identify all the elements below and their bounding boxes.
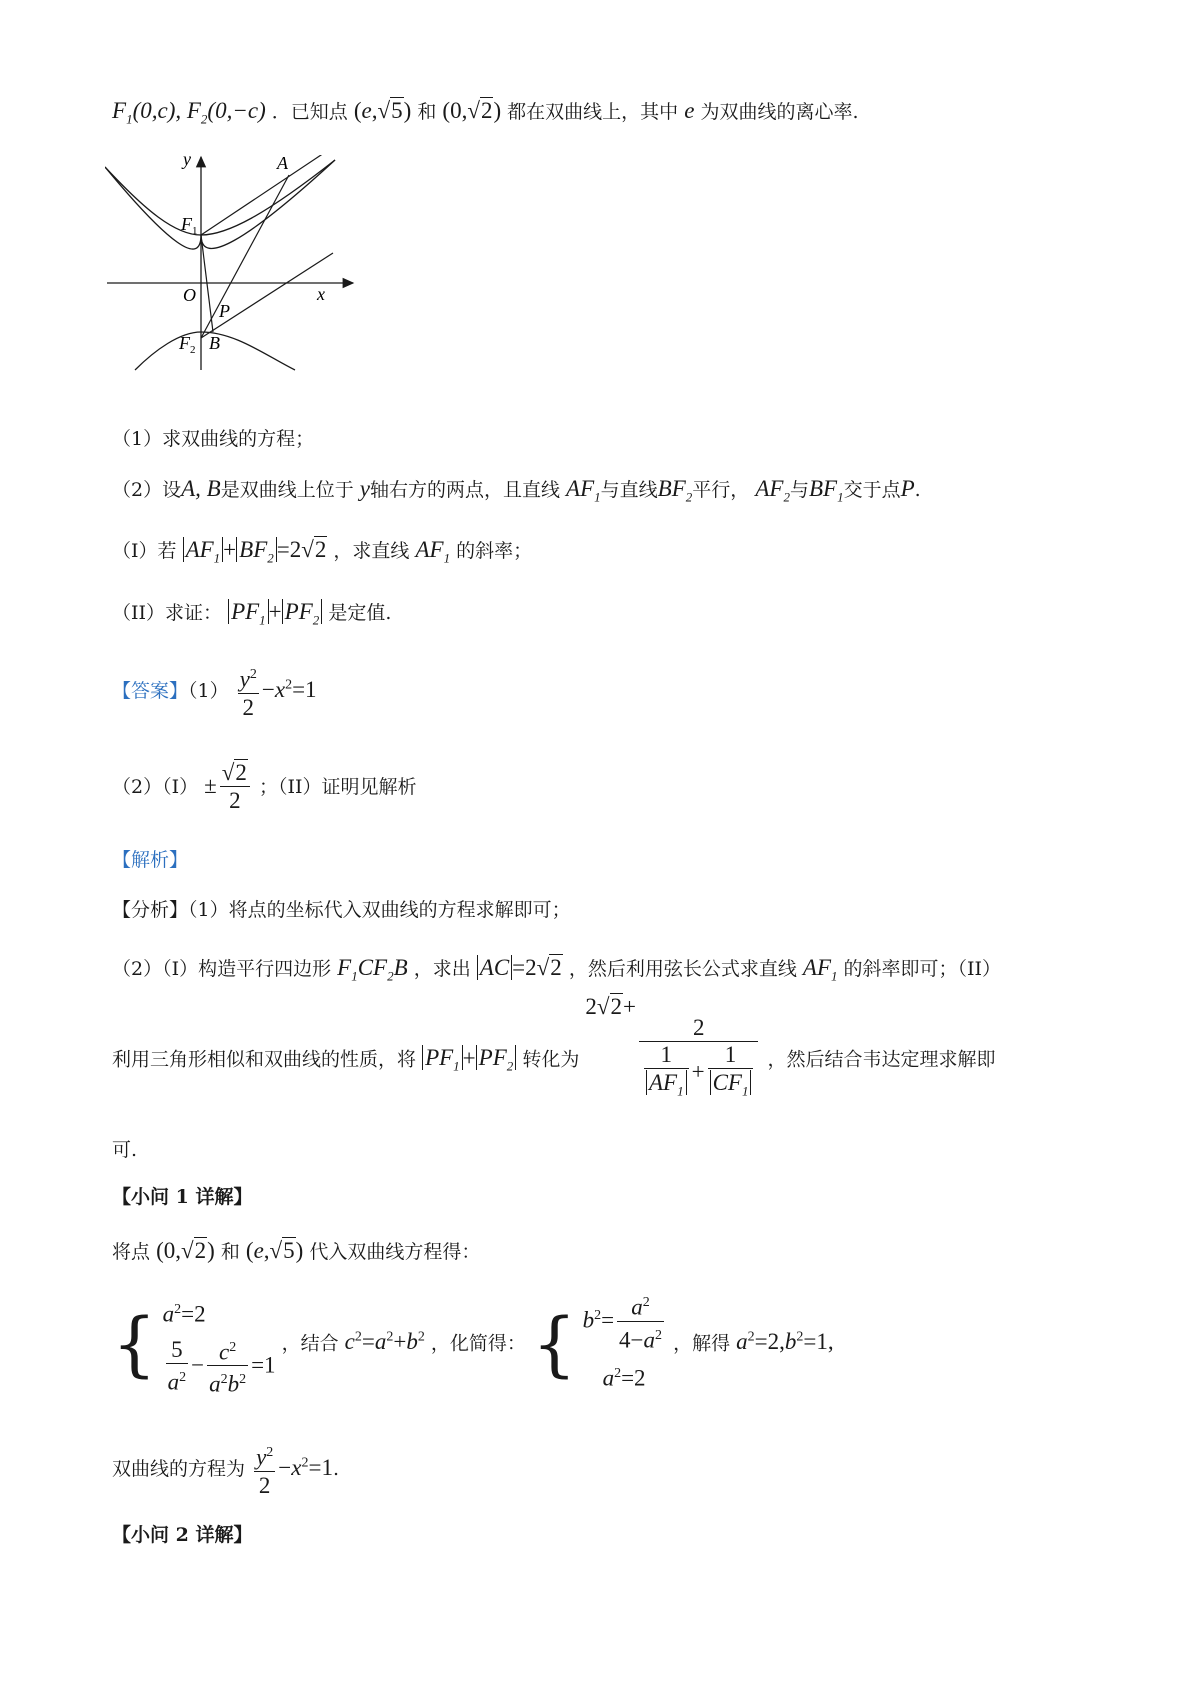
detail1-point2: (e,√5) [245, 1238, 304, 1263]
q2-y: y [359, 476, 370, 501]
label-p: P [219, 301, 230, 321]
detail-1-heading: 【小问 1 详解】 [112, 1186, 253, 1208]
jiexi-heading: 【解析】 [112, 849, 189, 871]
system-brace-right: { [531, 1303, 577, 1386]
answer-part1: （1） [188, 680, 229, 703]
detail-1-result [112, 1440, 339, 1500]
q2ii-prefix: （II）求证： [112, 602, 223, 624]
q2i-af1: $AF_1$ [415, 537, 451, 566]
detail1-l1b: 和 [220, 1241, 240, 1263]
q2-t4: 平行， [692, 479, 750, 501]
q2-t3: 与直线 [600, 479, 658, 501]
analysis-tag: 【分析】 [112, 899, 189, 921]
q2i-prefix: （I）若 [112, 540, 177, 562]
analysis-l3b: 转化为 [522, 1048, 580, 1071]
label-o: O [183, 285, 196, 305]
label-b: B [209, 333, 220, 353]
point-e-sqrt5: (e,√5) [353, 98, 412, 123]
analysis-pf-sum: $PF_1 + PF_2$ [422, 1045, 516, 1070]
analysis-l2b: ，求出 [413, 958, 471, 980]
label-a: A [277, 155, 288, 173]
point-0-sqrt2: (0,√2) [442, 98, 502, 123]
detail1-simplify: ，化简得： [430, 1332, 526, 1355]
q2ii-end: 是定值. [328, 602, 392, 624]
detail1-result-prefix: 双曲线的方程为 [112, 1458, 246, 1481]
detail-2-heading: 【小问 2 详解】 [112, 1524, 253, 1546]
intro-and: 和 [417, 101, 437, 123]
detail1-solution: $a^2=2,b^2=1$, [736, 1329, 834, 1355]
intro-e: e [684, 98, 695, 123]
analysis-l2c: ，然后利用弦长公式求直线 [568, 958, 797, 980]
answer-line [112, 662, 317, 722]
q2ii-expr: $PF_1 + PF_2$ [228, 599, 322, 624]
q2-bf2: $BF_2$ [657, 476, 693, 505]
intro-text-3: 为双曲线的离心率. [700, 101, 859, 123]
question-2-i [112, 535, 532, 574]
q2i-end: 的斜率； [456, 540, 533, 562]
detail1-c-relation: $c^2=a^2+b^2$ [344, 1329, 425, 1355]
q2-t5: 与 [789, 479, 809, 501]
detail1-result-end: . [332, 1458, 340, 1481]
detail-1-system [112, 1290, 834, 1399]
system-1: $a^2=2$ $\frac{5}{a^2}$ − $\frac{c^2}{a^2b^2}$ =1 [162, 1301, 276, 1397]
line-bf2 [201, 253, 333, 338]
answer2-pm: ± [204, 772, 217, 798]
upper-branch [105, 160, 335, 249]
analysis-af1: $AF_1$ [802, 955, 838, 984]
analysis-line-2 [112, 953, 1001, 992]
q2-p: P [900, 476, 915, 501]
question-2 [112, 474, 921, 513]
detail1-l1c: 代入双曲线方程得： [309, 1241, 481, 1263]
analysis-l3c: ，然后结合韦达定理求解即 [767, 1048, 996, 1071]
answer2-prefix: （2）（I） [112, 775, 199, 798]
answer-line-2 [112, 760, 416, 815]
analysis-line-4: 可. [112, 1139, 138, 1161]
analysis-l1: （1）将点的坐标代入双曲线的方程求解即可； [188, 899, 571, 921]
label-y: y [183, 155, 191, 169]
q2-t1: 是双曲线上位于 [220, 479, 354, 501]
answer2-slope: ± $\frac{√2}{2}$ [204, 773, 253, 798]
analysis-l3a: 利用三角形相似和双曲线的性质，将 [112, 1048, 417, 1071]
q2-t6: 交于点 [843, 479, 901, 501]
q2-t2: 轴右方的两点，且直线 [369, 479, 560, 501]
answer2-mid: ；（II）证明见解析 [258, 775, 417, 798]
system-brace-left: { [112, 1303, 157, 1386]
q2-prefix: （2）设 [112, 479, 182, 501]
label-f1: $F_1$ [181, 214, 198, 237]
intro-line [112, 96, 859, 135]
q2-ab: A, B [181, 476, 221, 501]
analysis-line-3 [112, 994, 996, 1106]
question-2-ii [112, 597, 391, 636]
analysis-ac: AC =2√2 [477, 954, 563, 980]
detail-1-line-1 [112, 1236, 480, 1267]
question-1: （1）求双曲线的方程； [112, 428, 315, 450]
analysis-l2a: （2）（I）构造平行四边形 [112, 958, 332, 980]
analysis-l2d: 的斜率即可；（II） [843, 958, 1002, 980]
analysis-complex-frac: 2√2+ 2 $\frac{1}{AF_1}$ + $\frac{1}{CF_1}$ [585, 1015, 761, 1106]
line-af1 [201, 155, 333, 235]
detail1-combine: ，结合 [281, 1332, 339, 1355]
q2-end: . [914, 479, 921, 501]
system-2: $b^2=$ $\frac{a^2}{4-a^2}$ $a^2=2$ [582, 1294, 663, 1391]
label-f2: $F_2$ [179, 333, 196, 356]
intro-text-1: ．已知点 [271, 101, 348, 123]
detail1-solve: ，解得 [673, 1332, 731, 1355]
analysis-parallelogram: $F_1CF_2B$ [337, 955, 408, 984]
answer-equation: $\frac{y^2}{2}$ $-x^2=1$ [239, 666, 317, 720]
detail1-result-equation: $\frac{y^2}{2}$ $-x^2=1$ [256, 1444, 333, 1498]
q2-bf1: $BF_1$ [808, 476, 844, 505]
detail1-l1a: 将点 [112, 1241, 151, 1263]
q2i-condition: $AF_1 + BF_2 =2√2$ [183, 536, 328, 562]
analysis-line-1 [112, 895, 571, 925]
foci-math: $F_1(0,c)$, $F_2(0,-c)$ [112, 98, 266, 127]
q2-af2: $AF_2$ [755, 476, 790, 505]
intro-text-2: 都在双曲线上，其中 [507, 101, 679, 123]
label-x: x [317, 284, 325, 304]
line-af2 [201, 175, 289, 338]
q2i-suffix: ，求直线 [333, 540, 410, 562]
q2-af1: $AF_1$ [566, 476, 601, 505]
detail1-point1: (0,√2) [156, 1238, 215, 1263]
answer-tag: 【答案】 [112, 680, 189, 703]
hyperbola-figure [105, 155, 365, 415]
